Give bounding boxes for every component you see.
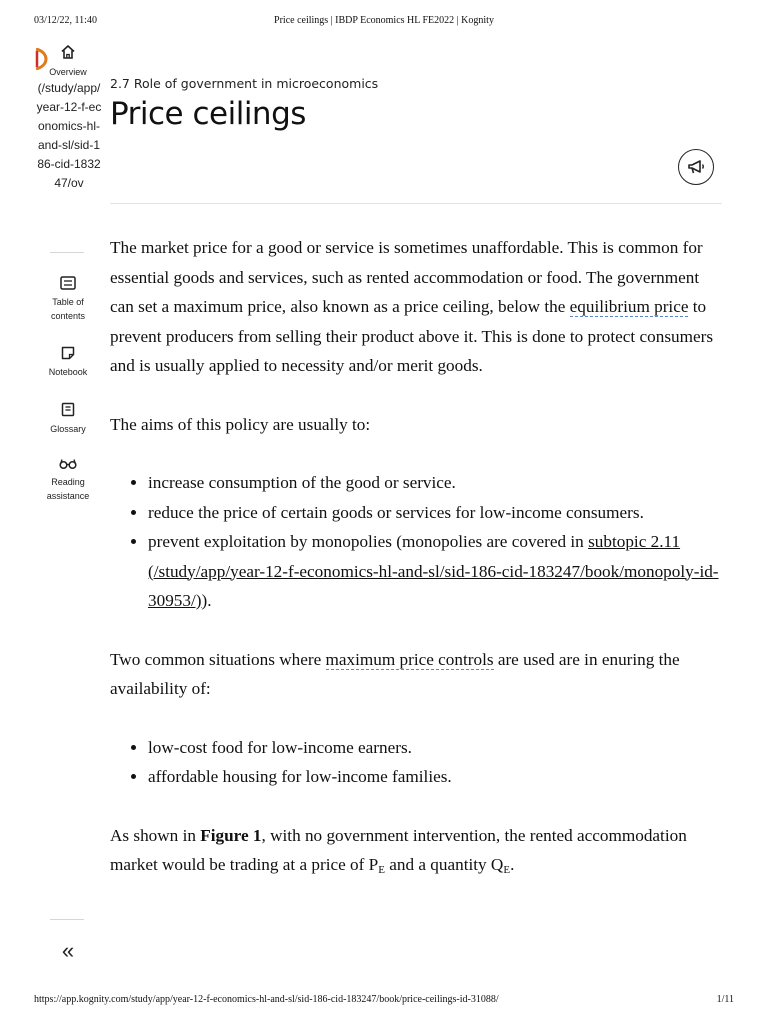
sidebar-divider (50, 919, 84, 920)
print-page-number: 1/11 (716, 994, 734, 1005)
sidebar-item-table-of-contents[interactable] (34, 276, 102, 323)
breadcrumb[interactable]: 2.7 Role of government in microeconomics (110, 76, 379, 91)
home-icon (60, 44, 76, 60)
print-footer (0, 994, 768, 1008)
list-item: • low-cost food for low-income earners. (148, 733, 722, 763)
list-icon (60, 276, 76, 290)
paragraph-intro: The market price for a good or service is sometimes unaffordable. This is common for essential goods and services, such as rented accommodation or food. The government can set a maximum price, also known as a price ceiling, below the equilibrium price to prevent producers from selling their product above it. This is done to protect consumers and is usually applied to necessity and/or merit goods. (110, 238, 714, 375)
sidebar-item-reading-assistance[interactable] (34, 458, 102, 503)
print-doc-title: Price ceilings | IBDP Economics HL FE2022 | Kognity (274, 15, 494, 26)
paragraph-aims-intro: The aims of this policy are usually to: (110, 414, 371, 434)
sidebar-divider (50, 252, 84, 253)
article-body (110, 233, 722, 880)
subtopic-link[interactable]: subtopic 2.11 (/study/app/year-12-f-economics-hl-and-sl/sid-186-cid-183247/book/monopoly-id-30953/) (148, 532, 719, 610)
megaphone-icon (687, 158, 705, 176)
collapse-sidebar-button[interactable]: « (61, 938, 75, 963)
sidebar-item-label: Table of contents (50, 297, 86, 321)
announcement-button[interactable] (678, 149, 714, 185)
list-item: • affordable housing for low-income families. (148, 762, 722, 792)
note-icon (61, 346, 75, 360)
overview-path: (/study/app/year-12-f-economics-hl-and-sl/sid-186-cid-183247/ov (36, 81, 102, 190)
print-url: https://app.kognity.com/study/app/year-12-f-economics-hl-and-sl/sid-186-cid-183247/book/price-ceilings-id-31088/ (34, 994, 499, 1005)
sidebar (34, 40, 102, 980)
sidebar-item-label: Notebook (48, 367, 88, 377)
sidebar-item-overview[interactable] (34, 44, 102, 231)
paragraph-figure-intro: As shown in Figure 1, with no government intervention, the rented accommodation market would be trading at a price of $P_E$ and a quantity $Q_E$. (110, 825, 687, 876)
sidebar-item-glossary[interactable] (34, 402, 102, 436)
glasses-icon (59, 458, 77, 470)
list-item: • prevent exploitation by monopolies (monopolies are covered in subtopic 2.11 (/study/app/year-12-f-economics-hl-and-sl/sid-186-cid-183247/book/monopoly-id-30953/)). (148, 527, 722, 616)
aims-list (110, 468, 722, 616)
print-datetime: 03/12/22, 11:40 (34, 15, 97, 26)
sidebar-item-label: Reading assistance (46, 477, 90, 501)
page-title: Price ceilings (110, 96, 306, 132)
sidebar-item-notebook[interactable] (34, 346, 102, 379)
list-item: • reduce the price of certain goods or services for low-income consumers. (148, 498, 722, 528)
figure-reference: Figure 1 (200, 825, 262, 845)
list-item: • increase consumption of the good or service. (148, 468, 722, 498)
situations-list (110, 733, 722, 792)
sidebar-item-label: Overview (49, 67, 87, 77)
glossary-term-equilibrium-price[interactable]: equilibrium price (569, 297, 689, 316)
header-divider (110, 203, 722, 204)
paragraph-situations-intro: Two common situations where maximum price controls are used are in enuring the availability of: (110, 649, 680, 698)
book-icon (61, 402, 75, 417)
glossary-term-maximum-price-controls[interactable]: maximum price controls (325, 649, 494, 669)
sidebar-item-label: Glossary (50, 424, 86, 434)
print-header (0, 15, 768, 29)
